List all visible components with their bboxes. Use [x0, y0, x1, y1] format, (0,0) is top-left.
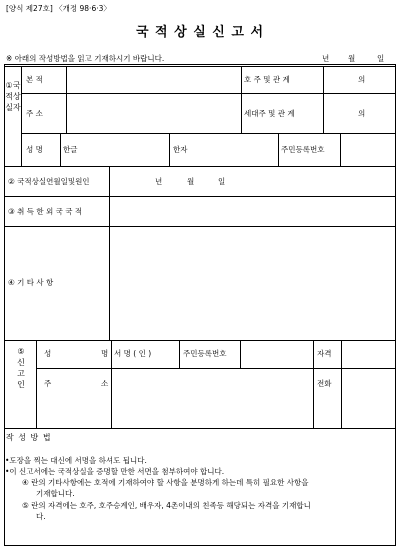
- household-relation-label: 호 주 및 관 계: [244, 75, 290, 84]
- sec4-label-col: [109, 226, 110, 340]
- date-year-label: 년: [322, 54, 330, 63]
- sec5-mid-row: [36, 368, 396, 369]
- form-number: [양식 제27호] 〈개정 98·6·3〉: [6, 4, 111, 13]
- household-relation-suffix: 의: [358, 75, 366, 84]
- signature-label: 서 명 ( 인 ): [114, 349, 152, 358]
- family-head-relation-label: 세대주 및 관 계: [244, 109, 295, 118]
- domicile-label: 본 적: [26, 75, 43, 84]
- reporter-resident-number-label: 주민등록번호: [183, 349, 227, 358]
- sec5-qual-value-col: [341, 340, 342, 428]
- phone-label: 전화: [317, 379, 332, 388]
- instructions-title: 작 성 방 법: [6, 433, 52, 442]
- sec5-resnum-col: [240, 340, 241, 368]
- border-top: [4, 64, 396, 65]
- sec1-resnum-col: [278, 133, 279, 166]
- border-bottom: [4, 545, 396, 546]
- sec1-bottom: [4, 166, 396, 167]
- hangul-label: 한글: [63, 145, 78, 154]
- sec5-qual-label-col: [313, 340, 314, 428]
- person-losing-nationality-label: ①국적상실자: [5, 81, 21, 112]
- reporter-name-label-b: 명: [101, 349, 109, 358]
- sec1-left-col: [21, 66, 22, 166]
- sec1-name-col: [60, 133, 61, 166]
- date-month-label: 월: [348, 54, 356, 63]
- loss-date-reason-label: ② 국적상실연월일및원인: [8, 177, 90, 186]
- instruction-item: 기재합니다.: [36, 489, 75, 498]
- address-label: 주 소: [26, 109, 43, 118]
- loss-day-label: 일: [218, 177, 226, 186]
- other-matters-label: ④ 기 타 사 항: [8, 278, 54, 287]
- sec1-right-value-col: [323, 66, 324, 133]
- sec4-bottom: [4, 340, 396, 341]
- page-title: 국 적 상 실 신 고 서: [135, 25, 265, 40]
- instruction-item: ④ 란의 기타사항에는 호적에 기재하여야 할 사항을 분명하게 하는데 특히 필요한 사항을: [22, 478, 309, 487]
- sec5-sign-col: [179, 340, 180, 368]
- sec5-addr-value-col: [111, 368, 112, 428]
- sec2-bottom: [4, 196, 396, 197]
- resident-number-label: 주민등록번호: [281, 145, 325, 154]
- address-value[interactable]: [67, 94, 241, 133]
- hanja-label: 한자: [173, 145, 188, 154]
- acquired-nationality-label: ③ 취 득 한 외 국 국 적: [8, 207, 83, 216]
- sec1-right-label-col: [241, 66, 242, 133]
- sec5-bottom: [4, 428, 396, 429]
- instruction-item: •도장을 찍는 대신에 서명을 하셔도 됩니다.: [5, 456, 147, 465]
- sec2-label-col: [109, 166, 110, 226]
- date-day-label: 일: [377, 54, 385, 63]
- sec5-left-col: [36, 340, 37, 428]
- family-head-relation-suffix: 의: [358, 109, 366, 118]
- sec3-bottom: [4, 226, 396, 227]
- reporter-name-label-a: 성: [44, 349, 52, 358]
- instruction-item: 다.: [36, 512, 46, 521]
- loss-month-label: 월: [187, 177, 195, 186]
- reporter-address-label-a: 주: [44, 379, 52, 388]
- reporter-address-label-b: 소: [101, 379, 109, 388]
- reporter-label: ⑤신고인: [17, 347, 25, 389]
- instruction-item: •이 신고서에는 국적상실을 증명할 만한 서면을 첨부하여야 합니다.: [5, 467, 225, 476]
- qualification-label: 자격: [317, 349, 332, 358]
- notice-text: ※ 아래의 작성방법을 읽고 기재하시기 바랍니다.: [6, 54, 165, 63]
- sec1-hanja-col: [169, 133, 170, 166]
- sec5-name-value-col: [111, 340, 112, 368]
- domicile-value[interactable]: [67, 67, 241, 93]
- instruction-item: ⑤ 란의 자격에는 호주, 호주승계인, 배우자, 4촌이내의 친족등 해당되는 자격을 기재합니: [22, 501, 311, 510]
- name-label: 성 명: [26, 145, 43, 154]
- sec1-resnum-value-col: [340, 133, 341, 166]
- loss-year-label: 년: [155, 177, 163, 186]
- border-right: [395, 64, 396, 546]
